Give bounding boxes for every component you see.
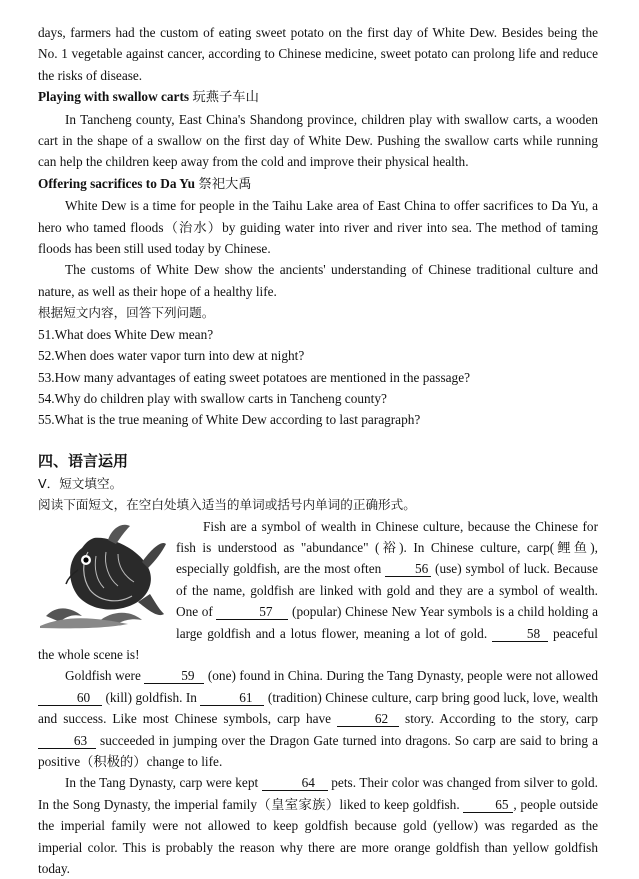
question-instruction: 根据短文内容，回答下列问题。 <box>38 305 215 321</box>
blank-64: 64 <box>262 775 328 791</box>
heading-swallow-carts <box>38 86 598 108</box>
heading-da-yu-cn: 祭祀大禹 <box>198 176 252 192</box>
cloze-text: Goldfish were <box>65 668 145 684</box>
cloze-text: (kill) goldfish. In <box>102 689 201 705</box>
paragraph-swallow-carts: In Tancheng county, East China's Shandong province, children play with swallow carts, a wooden cart in the shape of a swallow on the first day of White Dew. Pushing the swallow carts while running can help the children keep away from the cold and improve their physical health. <box>38 111 598 170</box>
cloze-paragraph-2 <box>38 665 598 772</box>
cloze-text: (tradition) Chinese culture, carp bring good luck, love, wealth and success. Like most Chinese symbols, carp have <box>38 689 599 727</box>
blank-59: 59 <box>144 668 204 684</box>
heading-da-yu <box>38 173 598 195</box>
carp-icon <box>38 518 168 630</box>
blank-62: 62 <box>337 711 399 727</box>
cloze-text: (one) found in China. During the Tang Dynasty, people were not allowed <box>204 668 598 684</box>
cloze-text: peaceful the whole scene is! <box>38 625 598 662</box>
blank-60: 60 <box>38 690 102 706</box>
cloze-text: In the Tang Dynasty, carp were kept <box>65 775 262 791</box>
paragraph-da-yu: White Dew is a time for people in the Taihu Lake area of East China to offer sacrifices to Da Yu, a hero who tamed floods（治水）by guiding water into river and river into sea. The method of taming floods has been still used today by Chinese. <box>38 198 598 257</box>
cloze-text: story. According to the story, carp <box>399 711 598 727</box>
blank-61: 61 <box>200 690 264 706</box>
blank-58: 58 <box>492 626 548 642</box>
question-52: 52.When does water vapor turn into dew at night? <box>38 348 305 364</box>
question-54: 54.Why do children play with swallow carts in Tancheng county? <box>38 390 387 406</box>
paragraph-customs: The customs of White Dew show the ancients' understanding of Chinese traditional culture and nature, as well as their hope of a healthy life. <box>38 262 598 299</box>
section-title: 四、语言运用 <box>38 451 129 470</box>
blank-63: 63 <box>38 733 96 749</box>
cloze-text: pets. Their color was changed from silver to gold. In the Song Dynasty, the imperial family（皇室家族）liked to keep goldfish. <box>38 775 598 812</box>
question-55: 55.What is the true meaning of White Dew according to last paragraph? <box>38 412 421 428</box>
section-subtitle: V．短文填空。 <box>38 475 123 491</box>
cloze-text: Fish are a symbol of wealth in Chinese culture, because the Chinese for fish is understood as "abundance" (裕). In Chinese culture, carp(鲤鱼), especially goldfish, are the most often <box>176 518 598 577</box>
heading-swallow-carts-en: Playing with swallow carts <box>38 89 190 105</box>
carp-illustration <box>38 518 168 630</box>
blank-56: 56 <box>385 561 431 577</box>
heading-da-yu-en: Offering sacrifices to Da Yu <box>38 175 196 191</box>
document-page <box>38 22 598 879</box>
cloze-passage <box>38 516 598 879</box>
cloze-text: succeeded in jumping over the Dragon Gate turned into dragons. So carp are said to bring a positive（积极的）change to life. <box>38 732 598 769</box>
blank-57: 57 <box>216 604 288 620</box>
cloze-instruction: 阅读下面短文，在空白处填入适当的单词或括号内单词的正确形式。 <box>38 497 416 513</box>
cloze-text: (use) symbol of luck. Because of the name, goldfish are linked with gold and they are a symbol of wealth. One of <box>176 561 598 620</box>
cloze-paragraph-3 <box>38 772 598 879</box>
paragraph-sweet-potato: days, farmers had the custom of eating sweet potato on the first day of White Dew. Besides being the No. 1 vegetable against cancer, according to Chinese medicine, sweet potato can prolong life and reduce the risks of disease. <box>38 25 598 83</box>
cloze-text: (popular) Chinese New Year symbols is a child holding a large goldfish and a lotus flower, meaning a lot of gold. <box>176 604 598 641</box>
question-51: 51.What does White Dew mean? <box>38 326 214 342</box>
heading-swallow-carts-cn: 玩燕子车山 <box>192 90 259 106</box>
question-53: 53.How many advantages of eating sweet potatoes are mentioned in the passage? <box>38 369 471 385</box>
cloze-text: , people outside the imperial family were not allowed to keep goldfish because gold (yellow) was regarded as the imperial color. This is probably the reason why there are more orange goldfish than yellow goldfish today. <box>38 796 598 877</box>
blank-65: 65 <box>463 797 513 813</box>
